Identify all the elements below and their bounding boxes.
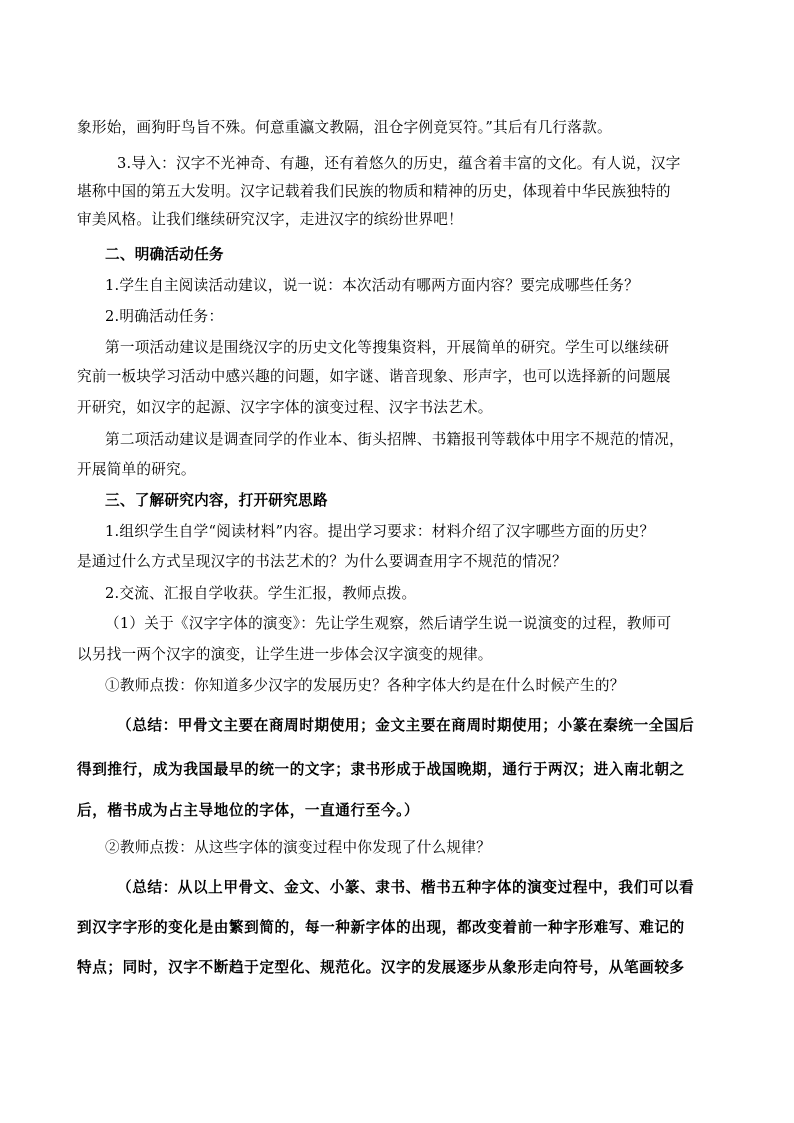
summary-line: （总结：甲骨文主要在商周时期使用；金文主要在商周时期使用；小篆在秦统一全国后 bbox=[117, 717, 695, 734]
list-item: 1.学生自主阅读活动建议，说一说：本次活动有哪两方面内容？要完成哪些任务？ bbox=[105, 277, 639, 294]
paragraph-line: 究前一板块学习活动中感兴趣的问题，如字谜、谐音现象、形声字，也可以选择新的问题展 bbox=[77, 368, 671, 385]
paragraph-line: 3.导入：汉字不光神奇、有趣，还有着悠久的历史，蕴含着丰富的文化。有人说，汉字 bbox=[117, 155, 681, 172]
paragraph-line: 第一项活动建议是围绕汉字的历史文化等搜集资料，开展简单的研究。学生可以继续研 bbox=[105, 339, 670, 356]
section-heading: 三、了解研究内容，打开研究思路 bbox=[105, 492, 328, 509]
paragraph-line: 第二项活动建议是调查同学的作业本、街头招牌、书籍报刊等载体中用字不规范的情况， bbox=[105, 431, 684, 448]
teacher-question: ①教师点拨：你知道多少汉字的发展历史？各种字体大约是在什么时候产生的？ bbox=[105, 677, 625, 694]
paragraph-line: 开研究，如汉字的起源、汉字字体的演变过程、汉字书法艺术。 bbox=[77, 399, 493, 416]
list-item: 1.组织学生自学“阅读材料”内容。提出学习要求：材料介绍了汉字哪些方面的历史？ bbox=[105, 523, 655, 540]
summary-line: （总结：从以上甲骨文、金文、小篆、隶书、楷书五种字体的演变过程中，我们可以看 bbox=[117, 879, 695, 896]
summary-line: 后，楷书成为占主导地位的字体，一直通行至今。） bbox=[77, 802, 420, 819]
list-item: 2.明确活动任务： bbox=[105, 308, 224, 325]
paragraph-line: 象形始，画狗盱鸟旨不殊。何意重瀛文教隔，沮仓字例竟冥符。”其后有几行落款。 bbox=[77, 119, 612, 136]
teacher-question: ②教师点拨：从这些字体的演变过程中你发现了什么规律？ bbox=[105, 839, 491, 856]
sub-item: （1）关于《汉字字体的演变》：先让学生观察，然后请学生说一说演变的过程，教师可 bbox=[105, 615, 672, 632]
paragraph-line: 是通过什么方式呈现汉字的书法艺术的？为什么要调查用字不规范的情况？ bbox=[77, 553, 567, 570]
list-item: 2.交流、汇报自学收获。学生汇报，教师点拨。 bbox=[105, 585, 417, 602]
paragraph-line: 堪称中国的第五大发明。汉字记载着我们民族的物质和精神的历史，体现着中华民族独特的 bbox=[77, 183, 671, 200]
paragraph-line: 开展简单的研究。 bbox=[77, 461, 196, 478]
paragraph-line: 审美风格。让我们继续研究汉字，走进汉字的缤纷世界吧！ bbox=[77, 211, 463, 228]
paragraph-line: 以另找一两个汉字的演变，让学生进一步体会汉字演变的规律。 bbox=[77, 646, 493, 663]
summary-line: 到汉字字形的变化是由繁到简的，每一种新字体的出现，都改变着前一种字形难写、难记的 bbox=[77, 919, 685, 936]
summary-line: 特点；同时，汉字不断趋于定型化、规范化。汉字的发展逐步从象形走向符号，从笔画较多 bbox=[77, 959, 685, 976]
summary-line: 得到推行，成为我国最早的统一的文字；隶书形成于战国晚期，通行于两汉；进入南北朝之 bbox=[77, 761, 685, 778]
section-heading: 二、明确活动任务 bbox=[105, 246, 224, 263]
